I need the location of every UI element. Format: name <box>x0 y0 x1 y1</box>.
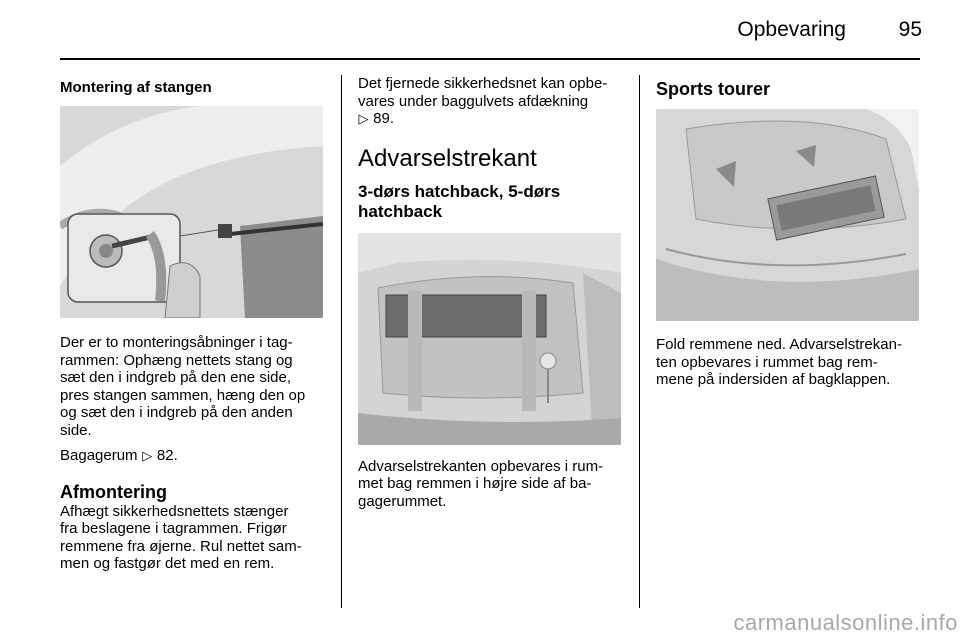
text-line: pres stangen sammen, hæng den op <box>60 386 306 404</box>
column-divider-1 <box>341 75 342 608</box>
illustration-sports-tourer-tailgate <box>656 109 919 321</box>
text-line: gagerummet. <box>358 492 447 510</box>
text-line: met bag remmen i højre side af ba- <box>358 475 592 492</box>
column-divider-2 <box>639 75 640 608</box>
text-line: Afhægt sikkerhedsnettets stænger <box>60 502 289 520</box>
column-1 <box>60 75 325 573</box>
illustration-hatchback-trunk <box>358 233 621 445</box>
removal-paragraph <box>60 503 325 573</box>
subheading-afmontering: Afmontering <box>60 481 167 502</box>
ref-page: 89. <box>373 110 395 127</box>
text-line: remmene fra øjerne. Rul nettet sam- <box>60 537 302 555</box>
text-line: sæt den i indgreb på den ene side, <box>60 369 291 386</box>
text-line: Det fjernede sikkerhedsnet kan opbe- <box>358 75 608 92</box>
ref-page: 82. <box>156 447 178 464</box>
text-line: Advarselstrekanten opbevares i rum- <box>358 457 604 475</box>
triangle-right-icon: ▷ <box>142 448 153 463</box>
header-rule <box>60 58 920 60</box>
text-line: vares under baggulvets afdækning <box>358 92 589 110</box>
subheading-hatchback <box>358 182 623 222</box>
text-line: Der er to monteringsåbninger i tag- <box>60 334 293 351</box>
ref-text: Bagagerum <box>60 447 138 464</box>
subheading-line: 3-dørs hatchback, 5-dørs <box>358 181 561 201</box>
text-line: Fold remmene ned. Advarselstrekan- <box>656 336 902 353</box>
triangle-right-icon: ▷ <box>358 111 369 126</box>
hatchback-caption <box>358 458 623 511</box>
illustration-mount-bar <box>60 106 323 318</box>
intro-paragraph <box>358 75 623 128</box>
column-2 <box>358 75 623 510</box>
figure-sports-tourer <box>656 109 919 321</box>
text-line: fra beslagene i tagrammen. Frigør <box>60 520 287 537</box>
cross-reference <box>60 447 325 465</box>
figure-mount-bar <box>60 106 323 318</box>
text-line: side. <box>60 421 92 439</box>
cross-reference <box>358 110 623 128</box>
section-heading-sports-tourer: Sports tourer <box>656 79 771 99</box>
text-line: ten opbevares i rummet bag rem- <box>656 353 878 371</box>
watermark: carmanualsonline.info <box>733 610 958 635</box>
figure-hatchback-trunk <box>358 233 621 445</box>
column-3 <box>656 75 921 389</box>
mount-paragraph <box>60 334 325 439</box>
text-line: men og fastgør det med en rem. <box>60 555 275 572</box>
section-heading: Montering af stangen <box>60 79 212 96</box>
subheading-line: hatchback <box>358 201 443 221</box>
section-heading-advarselstrekant: Advarselstrekant <box>358 144 537 172</box>
text-line: rammen: Ophæng nettets stang og <box>60 351 293 369</box>
text-line: og sæt den i indgreb på den anden <box>60 404 293 421</box>
sports-tourer-caption <box>656 336 921 389</box>
page-number: 95 <box>898 18 922 41</box>
text-line: mene på indersiden af bagklappen. <box>656 371 891 388</box>
page-header-title: Opbevaring <box>737 18 846 41</box>
